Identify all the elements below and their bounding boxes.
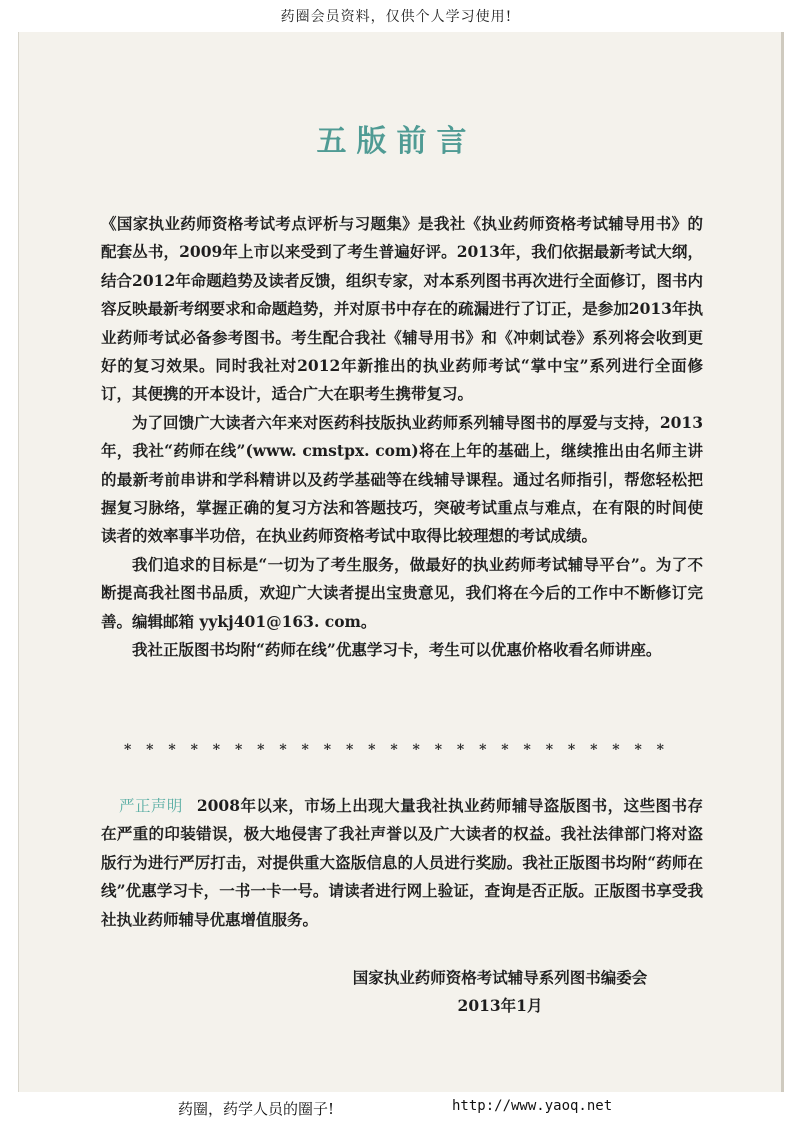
footer-left-text: 药圈，药学人员的圈子! <box>178 1100 335 1118</box>
signature-date: 2013年1月 <box>457 996 543 1015</box>
notice-text: 2008年以来，市场上出现大量我社执业药师辅导盗版图书，这些图书存在严重的印装错误，极大地侵害了我社声誉以及广大读者的权益。我社法律部门将对盗版行为进行严厉打击，对提供重大盗版信息的人员进行奖励。我社正版图书均附“药师在线”优惠学习卡，一书一卡一号。请读者进行网上验证，查询是否正版。正版图书享受我社执业药师辅导优惠增值服务。 <box>101 796 703 929</box>
paragraph-3: 我们追求的目标是“一切为了考生服务，做最好的执业药师考试辅导平台”。为了不断提高我社图书品质，欢迎广大读者提出宝贵意见，我们将在今后的工作中不断修订完善。编辑邮箱 yykj401@163. com。 <box>101 554 703 631</box>
signature-org: 国家执业药师资格考试辅导系列图书编委会 <box>352 968 648 987</box>
footer-url[interactable]: http://www.yaoq.net <box>452 1098 613 1114</box>
notice-paragraph <box>101 792 703 934</box>
paragraph-4: 我社正版图书均附“药师在线”优惠学习卡，考生可以优惠价格收看名师讲座。 <box>132 640 662 660</box>
header-note: 药圈会员资料，仅供个人学习使用! <box>280 9 513 25</box>
paragraph-2: 为了回馈广大读者六年来对医药科技版执业药师系列辅导图书的厚爱与支持，2013年，我社“药师在线”(www. cmstpx. com)将在上年的基础上，继续推出由名师主讲的最新考前串讲和学科精讲以及药学基础等在线辅导课程。通过名师指引，帮您轻松把握复习脉络，掌握正确的复习方法和答题技巧，突破考试重点与难点，在有限的时间使读者的效率事半功倍，在执业药师资格考试中取得比较理想的考试成绩。 <box>101 412 703 546</box>
page-title: 五版前言 <box>316 124 477 159</box>
preface-body <box>101 210 703 665</box>
paragraph-1: 《国家执业药师资格考试考点评析与习题集》是我社《执业药师资格考试辅导用书》的配套丛书，2009年上市以来受到了考生普遍好评。2013年，我们依据最新考试大纲，结合2012年命题趋势及读者反馈，组织专家，对本系列图书再次进行全面修订，图书内容反映最新考纲要求和命题趋势，并对原书中存在的疏漏进行了订正，是参加2013年执业药师考试必备参考图书。考生配合我社《辅导用书》和《冲刺试卷》系列将会收到更好的复习效果。同时我社对2012年新推出的执业药师考试“掌中宝”系列进行全面修订，其便携的开本设计，适合广大在职考生携带复习。 <box>101 214 703 404</box>
separator: * * * * * * * * * * * * * * * * * * * * * * * * * <box>123 742 669 758</box>
notice-label: 严正声明 <box>119 797 183 815</box>
